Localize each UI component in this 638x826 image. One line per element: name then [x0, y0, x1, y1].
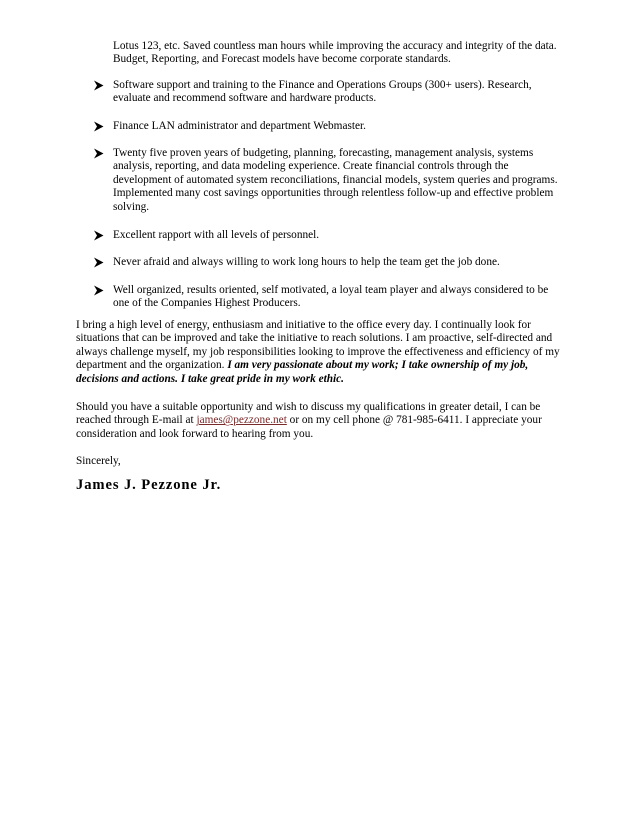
- paragraph-energy-emphasis: I am very passionate about my work; I take ownership of my job, decisions and actions. I take great pride in my work ethic.: [76, 359, 529, 385]
- arrow-bullet-icon: [93, 256, 105, 269]
- paragraph-energy-text: I bring a high level of energy, enthusiasm and initiative to the office every day. I continually look for situations that can be improved and take the initiative to reach solutions. I am proactive, self-directed and always challenge myself, my job responsibilities looking to improve the effectiveness and efficiency of my department and the organization.: [76, 319, 560, 372]
- arrow-bullet-icon: [93, 229, 105, 242]
- bullet-item: [113, 120, 563, 133]
- continued-bullet-text: Lotus 123, etc. Saved countless man hours while improving the accuracy and integrity of the data. Budget, Reporting, and Forecast models have become corporate standards.: [113, 40, 557, 66]
- paragraph-energy: [76, 319, 562, 386]
- bullet-text: Twenty five proven years of budgeting, planning, forecasting, management analysis, systems analysis, reporting, and data modeling experience. Create financial controls through the development of automated system reconciliations, financial models, system queries and programs. Implemented many cost savings opportunities through relentless follow-up and effective problem solving.: [113, 147, 558, 213]
- bullet-item: [113, 147, 563, 214]
- bullet-item: [113, 79, 563, 106]
- paragraph-contact: [76, 401, 562, 441]
- bullet-item: [113, 284, 563, 311]
- bullet-item: [113, 256, 563, 269]
- bullet-text: Never afraid and always willing to work long hours to help the team get the job done.: [113, 256, 500, 268]
- email-link[interactable]: james@pezzone.net: [196, 414, 287, 427]
- arrow-bullet-icon: [93, 147, 105, 160]
- signature: James J. Pezzone Jr.: [76, 477, 222, 493]
- bullet-item: [113, 229, 563, 242]
- bullet-text: Software support and training to the Finance and Operations Groups (300+ users). Research, evaluate and recommend software and hardware products.: [113, 79, 532, 105]
- closing: Sincerely,: [76, 455, 121, 467]
- bullet-text: Excellent rapport with all levels of personnel.: [113, 229, 320, 241]
- bullet-text: Finance LAN administrator and department Webmaster.: [113, 120, 366, 132]
- arrow-bullet-icon: [93, 120, 105, 133]
- paragraph-contact-after: or on my cell phone @ 781-985-6411. I appreciate your consideration and look forward to hearing from you.: [76, 414, 542, 440]
- arrow-bullet-icon: [93, 79, 105, 92]
- paragraph-contact-before: Should you have a suitable opportunity and wish to discuss my qualifications in greater detail, I can be reached through E-mail at: [76, 401, 541, 427]
- bullet-text: Well organized, results oriented, self motivated, a loyal team player and always considered to be one of the Companies Highest Producers.: [113, 284, 549, 310]
- arrow-bullet-icon: [93, 284, 105, 297]
